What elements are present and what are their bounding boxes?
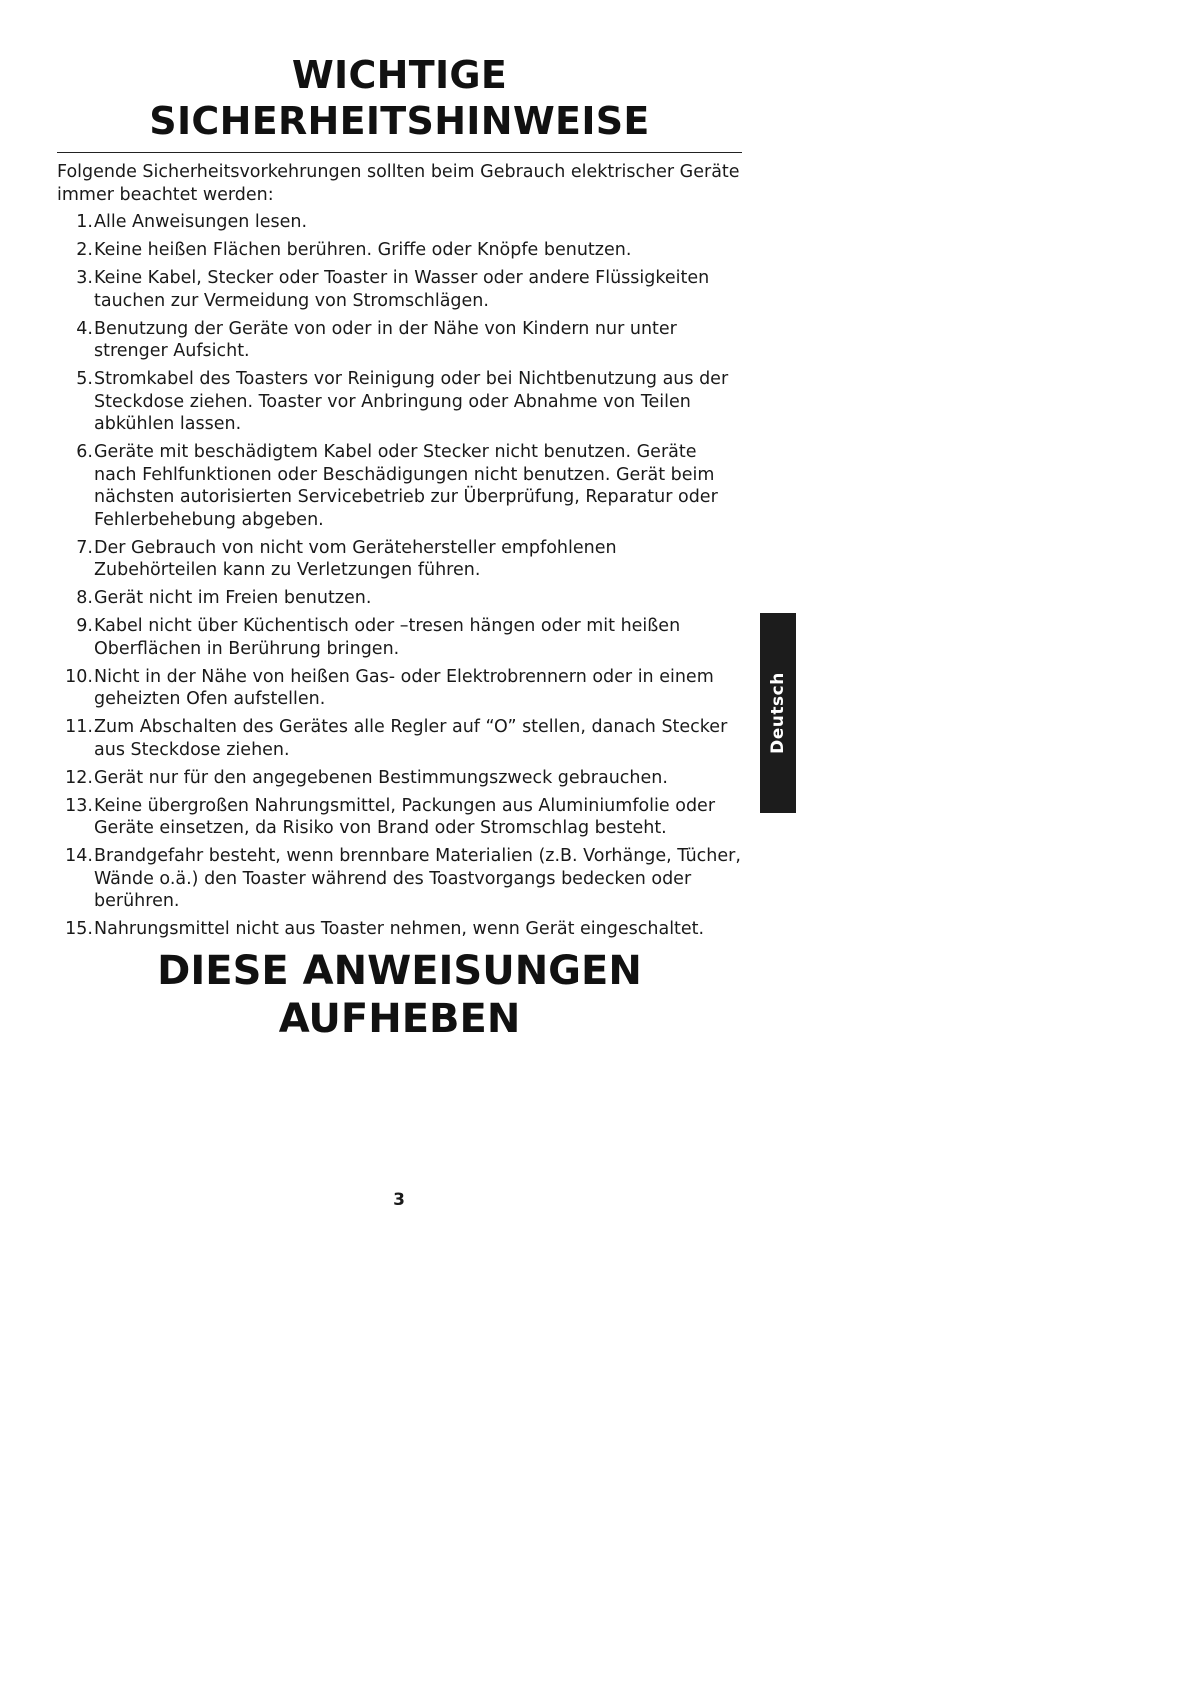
list-item-text: Nicht in der Nähe von heißen Gas- oder Elektrobrennern oder in einem geheizten Ofen aufstellen. bbox=[94, 666, 714, 709]
list-item-text: Keine übergroßen Nahrungsmittel, Packungen aus Aluminiumfolie oder Geräte einsetzen, da Risiko von Brand oder Stromschlag besteht. bbox=[94, 795, 716, 838]
list-item bbox=[57, 587, 742, 610]
list-item-number: 5. bbox=[76, 369, 93, 389]
page-title bbox=[57, 52, 742, 144]
list-item bbox=[57, 795, 742, 840]
list-item-number: 10. bbox=[65, 666, 93, 687]
list-item bbox=[57, 537, 742, 582]
list-item-number: 15. bbox=[65, 919, 93, 939]
list-item bbox=[57, 211, 742, 234]
list-item-text: Keine heißen Flächen berühren. Griffe oder Knöpfe benutzen. bbox=[94, 240, 632, 260]
list-item-text: Stromkabel des Toasters vor Reinigung oder bei Nichtbenutzung aus der Steckdose ziehen. Toaster vor Anbringung oder Abnahme von Teilen abkühlen lassen. bbox=[94, 369, 729, 434]
list-item bbox=[57, 239, 742, 262]
title-divider bbox=[57, 152, 742, 153]
list-item-number: 1. bbox=[76, 212, 93, 232]
list-item-text: Kabel nicht über Küchentisch oder –tresen hängen oder mit heißen Oberflächen in Berührung bringen. bbox=[94, 616, 681, 659]
closing-heading bbox=[57, 947, 742, 1043]
list-item-number: 4. bbox=[76, 318, 93, 339]
list-item-text: Alle Anweisungen lesen. bbox=[94, 212, 308, 232]
page-number: 3 bbox=[393, 1190, 405, 1210]
list-item-text: Benutzung der Geräte von oder in der Nähe von Kindern nur unter strenger Aufsicht. bbox=[94, 318, 677, 361]
instruction-list bbox=[57, 211, 742, 941]
list-item-text: Keine Kabel, Stecker oder Toaster in Wasser oder andere Flüssigkeiten tauchen zur Vermeidung von Stromschlägen. bbox=[94, 268, 710, 311]
list-item-number: 3. bbox=[76, 268, 93, 288]
list-item bbox=[57, 441, 742, 531]
list-item-number: 12. bbox=[65, 767, 93, 788]
list-item bbox=[57, 666, 742, 711]
list-item-text: Geräte mit beschädigtem Kabel oder Stecker nicht benutzen. Geräte nach Fehlfunktionen oder Beschädigungen nicht benutzen. Gerät beim nächsten autorisierten Servicebetrieb zur Überprüfung, Reparatur oder Fehlerbehebung abgeben. bbox=[94, 442, 718, 530]
language-tab-label: Deutsch bbox=[768, 672, 788, 754]
list-item-number: 2. bbox=[76, 240, 93, 260]
list-item bbox=[57, 615, 742, 660]
list-item bbox=[57, 368, 742, 436]
list-item-text: Zum Abschalten des Gerätes alle Regler auf “O” stellen, danach Stecker aus Steckdose ziehen. bbox=[94, 717, 728, 760]
closing-line-1: DIESE ANWEISUNGEN bbox=[157, 947, 642, 994]
list-item bbox=[57, 716, 742, 761]
list-item-text: Gerät nicht im Freien benutzen. bbox=[94, 588, 372, 608]
list-item-number: 13. bbox=[65, 795, 93, 816]
list-item-number: 14. bbox=[65, 846, 93, 866]
list-item-text: Gerät nur für den angegebenen Bestimmungszweck gebrauchen. bbox=[94, 767, 668, 788]
list-item-number: 9. bbox=[76, 616, 93, 636]
list-item-number: 11. bbox=[65, 717, 93, 737]
list-item-number: 6. bbox=[76, 442, 93, 462]
safety-page bbox=[57, 52, 742, 1043]
list-item bbox=[57, 267, 742, 312]
list-item bbox=[57, 918, 742, 941]
list-item-number: 7. bbox=[76, 537, 93, 558]
list-item bbox=[57, 767, 742, 790]
list-item-text: Der Gebrauch von nicht vom Gerätehersteller empfohlenen Zubehörteilen kann zu Verletzungen führen. bbox=[94, 537, 617, 580]
list-item-text: Nahrungsmittel nicht aus Toaster nehmen, wenn Gerät eingeschaltet. bbox=[94, 919, 705, 939]
language-tab bbox=[760, 613, 796, 813]
title-line-1: WICHTIGE bbox=[291, 53, 508, 97]
list-item-number: 8. bbox=[76, 588, 93, 608]
list-item-text: Brandgefahr besteht, wenn brennbare Materialien (z.B. Vorhänge, Tücher, Wände o.ä.) den Toaster während des Toastvorgangs bedecken oder berühren. bbox=[94, 846, 741, 911]
intro-text: Folgende Sicherheitsvorkehrungen sollten beim Gebrauch elektrischer Geräte immer beachtet werden: bbox=[57, 162, 740, 205]
list-item bbox=[57, 845, 742, 913]
list-item bbox=[57, 318, 742, 363]
closing-line-2: AUFHEBEN bbox=[278, 995, 521, 1042]
title-line-2: SICHERHEITSHINWEISE bbox=[149, 99, 650, 143]
